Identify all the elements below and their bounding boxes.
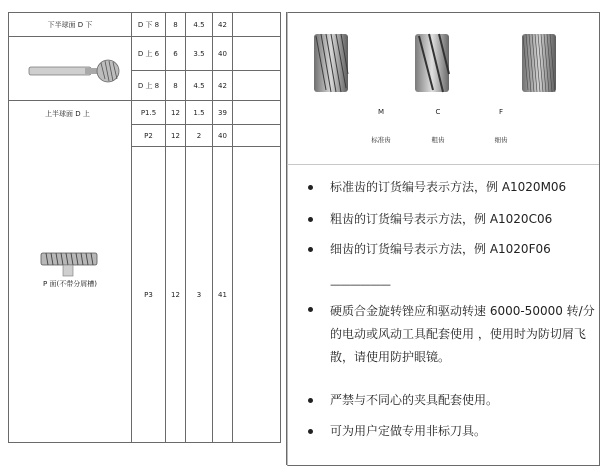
value-cell: 8 bbox=[166, 13, 186, 37]
value-cell: 40 bbox=[213, 37, 233, 71]
section-divider bbox=[287, 164, 599, 165]
code-cell: D 上 6 bbox=[132, 37, 166, 71]
blank-cell bbox=[233, 13, 281, 37]
table-row bbox=[9, 13, 281, 37]
code-cell: D 上 8 bbox=[132, 71, 166, 101]
bullet-icon bbox=[308, 398, 313, 403]
shape-label: 上半球面 D 上 bbox=[45, 110, 90, 118]
list-item bbox=[304, 210, 552, 228]
cutter-m-image bbox=[312, 30, 350, 94]
blank-cell bbox=[233, 125, 281, 147]
note-text: 细齿的订货编号表示方法，例 A1020F06 bbox=[330, 242, 551, 256]
value-cell: 41 bbox=[213, 147, 233, 443]
blank-cell bbox=[233, 71, 281, 101]
table-row bbox=[9, 37, 281, 71]
list-item bbox=[304, 240, 551, 258]
value-cell: 42 bbox=[213, 71, 233, 101]
ball-cutter-image bbox=[27, 55, 119, 89]
cutter-f-image bbox=[520, 30, 558, 94]
value-cell: 8 bbox=[166, 71, 186, 101]
note-text: 可为用户定做专用非标刀具。 bbox=[330, 424, 487, 438]
code-cell: D 下 8 bbox=[132, 13, 166, 37]
separator-rule: —————— bbox=[330, 278, 390, 291]
code-cell: P3 bbox=[132, 147, 166, 443]
blank-cell bbox=[233, 101, 281, 125]
note-text: 硬质合金旋转锉应和驱动转速 6000-50000 转/分的电动或风动工具配套使用 ，使用时为防切屑飞散，请使用防护眼镜。 bbox=[330, 304, 595, 364]
list-item bbox=[304, 391, 498, 409]
value-cell: 3.5 bbox=[186, 37, 213, 71]
list-item bbox=[304, 178, 566, 196]
bullet-icon bbox=[308, 185, 313, 190]
bullet-icon bbox=[308, 247, 313, 252]
figure-cell-p bbox=[9, 101, 132, 443]
note-text: 粗齿的订货编号表示方法，例 A1020C06 bbox=[330, 212, 553, 226]
blank-cell bbox=[233, 37, 281, 71]
bullet-icon bbox=[308, 307, 313, 312]
value-cell: 40 bbox=[213, 125, 233, 147]
cutter-name: 标准齿 bbox=[371, 136, 391, 144]
value-cell: 2 bbox=[186, 125, 213, 147]
value-cell: 42 bbox=[213, 13, 233, 37]
list-item bbox=[304, 422, 486, 440]
value-cell: 1.5 bbox=[186, 101, 213, 125]
spec-table bbox=[8, 12, 281, 443]
shape-label-cell: 下半球面 D 下 bbox=[9, 13, 132, 37]
cutter-letter: C bbox=[435, 108, 441, 116]
value-cell: 6 bbox=[166, 37, 186, 71]
cutter-letter: F bbox=[498, 108, 504, 116]
cutter-letter: M bbox=[377, 108, 385, 116]
cutter-name: 细齿 bbox=[494, 136, 508, 144]
bullet-icon bbox=[308, 217, 313, 222]
note-text: 标准齿的订货编号表示方法，例 A1020M06 bbox=[330, 180, 567, 194]
blank-cell bbox=[233, 147, 281, 443]
figure-cell-d-upper bbox=[9, 37, 132, 118]
cutter-c-image bbox=[413, 30, 451, 94]
note-text: 严禁与不同心的夹具配套使用。 bbox=[330, 393, 499, 407]
code-cell: P1.5 bbox=[132, 101, 166, 125]
code-cell: P2 bbox=[132, 125, 166, 147]
cutter-name: 粗齿 bbox=[431, 136, 445, 144]
bullet-icon bbox=[308, 429, 313, 434]
value-cell: 4.5 bbox=[186, 71, 213, 101]
value-cell: 12 bbox=[166, 101, 186, 125]
value-cell: 4.5 bbox=[186, 13, 213, 37]
value-cell: 12 bbox=[166, 125, 186, 147]
value-cell: 12 bbox=[166, 147, 186, 443]
flat-cutter-image bbox=[37, 251, 101, 277]
value-cell: 39 bbox=[213, 101, 233, 125]
shape-label: P 面(不带分屑槽) bbox=[43, 280, 97, 288]
list-item bbox=[304, 300, 598, 369]
table-row bbox=[9, 101, 281, 125]
value-cell: 3 bbox=[186, 147, 213, 443]
